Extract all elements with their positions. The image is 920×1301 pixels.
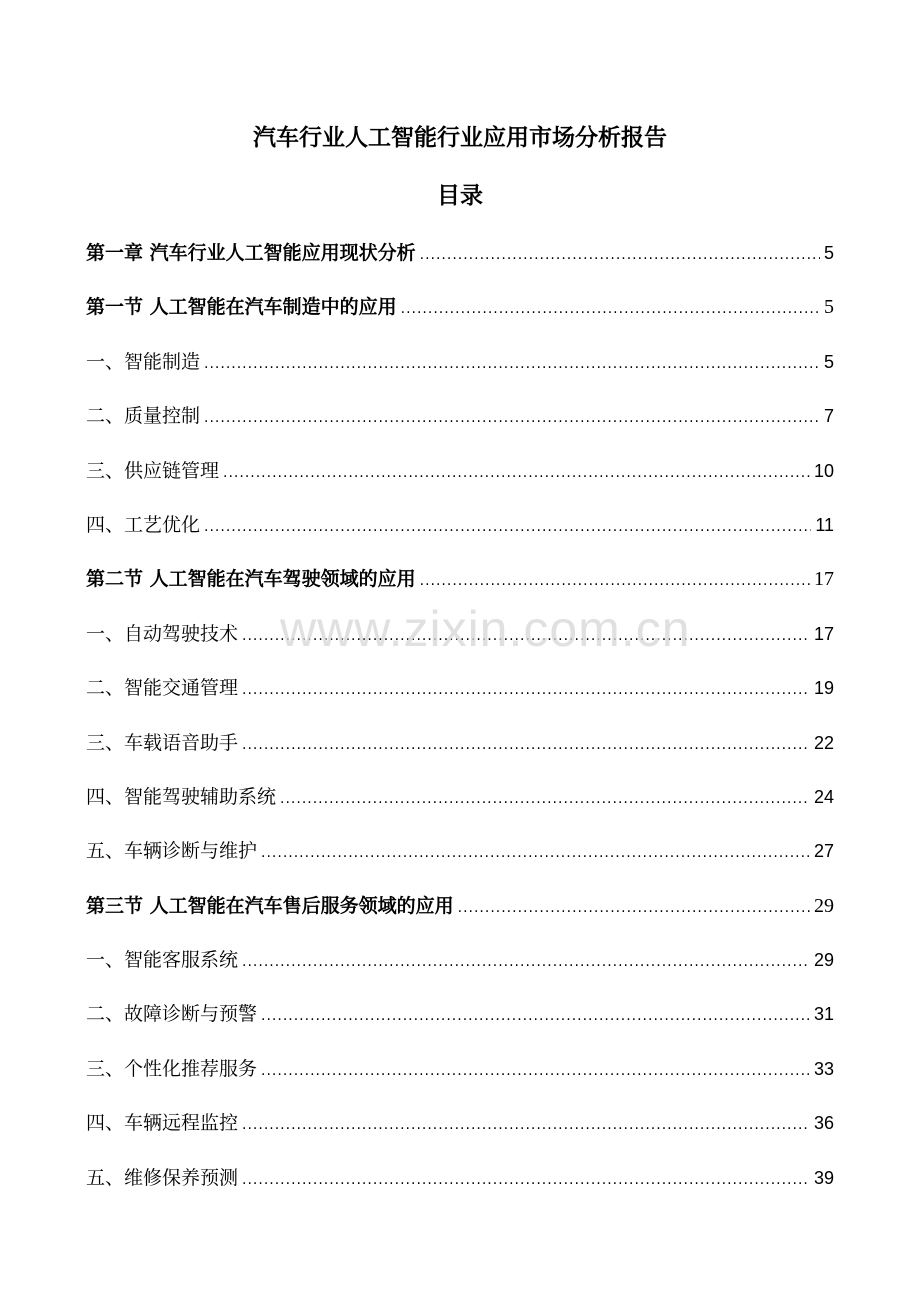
toc-dot-leader: [242, 609, 810, 663]
toc-page-number: 36: [813, 1113, 834, 1134]
toc-entry-title: 智能制造: [124, 350, 201, 373]
toc-entry-number: 五、: [86, 840, 125, 863]
toc-subsection-entry[interactable]: [86, 661, 834, 715]
toc-subsection-entry[interactable]: [86, 444, 834, 498]
toc-entry-number: 一、: [86, 350, 125, 373]
toc-subsection-entry[interactable]: [86, 987, 834, 1041]
toc-entry-title: 第三节 人工智能在汽车售后服务领域的应用: [86, 894, 454, 917]
toc-dot-leader: [204, 337, 820, 391]
toc-dot-leader: [242, 1153, 810, 1207]
toc-entry-number: 一、: [86, 622, 125, 645]
toc-subsection-entry[interactable]: [86, 1042, 834, 1096]
toc-page-number: 27: [813, 841, 834, 862]
toc-entry-title: 故障诊断与预警: [124, 1003, 258, 1026]
toc-entry-title: 供应链管理: [124, 459, 220, 482]
table-of-contents: [86, 226, 834, 1205]
toc-entry-title: 维修保养预测: [124, 1166, 239, 1189]
toc-page-number: 19: [813, 678, 834, 699]
toc-entry-number: 三、: [86, 1057, 125, 1080]
toc-dot-leader: [242, 663, 810, 717]
toc-entry-number: 三、: [86, 459, 125, 482]
toc-entry-title: 个性化推荐服务: [124, 1057, 258, 1080]
toc-subsection-entry[interactable]: [86, 607, 834, 661]
toc-entry-number: 四、: [86, 785, 125, 808]
toc-entry-title: 智能驾驶辅助系统: [124, 785, 277, 808]
toc-dot-leader: [261, 989, 810, 1043]
toc-page-number: 5: [824, 296, 834, 319]
toc-page-number: 17: [814, 568, 834, 591]
toc-entry-number: 二、: [86, 1003, 125, 1026]
toc-entry-title: 车辆远程监控: [124, 1112, 239, 1135]
toc-section-entry[interactable]: [86, 280, 834, 334]
toc-entry-title: 质量控制: [124, 405, 201, 428]
toc-dot-leader: [280, 772, 810, 826]
toc-entry-title: 智能客服系统: [124, 949, 239, 972]
toc-entry-number: 四、: [86, 513, 125, 536]
toc-entry-title: 第二节 人工智能在汽车驾驶领域的应用: [86, 568, 416, 591]
toc-entry-number: 一、: [86, 949, 125, 972]
toc-dot-leader: [204, 391, 820, 445]
toc-entry-number: 三、: [86, 731, 125, 754]
toc-dot-leader: [261, 1044, 810, 1098]
toc-subsection-entry[interactable]: [86, 335, 834, 389]
toc-page-number: 7: [823, 406, 834, 427]
toc-dot-leader: [223, 446, 810, 500]
toc-page-number: 39: [813, 1167, 834, 1188]
toc-entry-title: 自动驾驶技术: [124, 622, 239, 645]
toc-subsection-entry[interactable]: [86, 716, 834, 770]
toc-page-number: 33: [813, 1058, 834, 1079]
toc-dot-leader: [420, 554, 810, 608]
toc-dot-leader: [242, 935, 810, 989]
toc-section-entry[interactable]: [86, 226, 834, 280]
toc-page-number: 11: [815, 514, 834, 535]
toc-dot-leader: [261, 826, 810, 880]
toc-dot-leader: [204, 500, 811, 554]
toc-subsection-entry[interactable]: [86, 770, 834, 824]
toc-dot-leader: [242, 718, 810, 772]
toc-page-number: 5: [823, 351, 834, 372]
toc-entry-number: 五、: [86, 1166, 125, 1189]
toc-entry-number: 二、: [86, 405, 125, 428]
toc-entry-title: 车辆诊断与维护: [124, 840, 258, 863]
toc-entry-number: 二、: [86, 677, 125, 700]
toc-subsection-entry[interactable]: [86, 389, 834, 443]
toc-page-number: 5: [823, 243, 834, 263]
toc-entry-title: 第一节 人工智能在汽车制造中的应用: [86, 296, 397, 319]
toc-dot-leader: [420, 228, 820, 282]
toc-page-number: 31: [813, 1004, 834, 1025]
toc-subsection-entry[interactable]: [86, 1151, 834, 1205]
toc-section-entry[interactable]: [86, 879, 834, 933]
toc-dot-leader: [401, 282, 820, 336]
toc-entry-number: 四、: [86, 1112, 125, 1135]
toc-page-number: 10: [813, 460, 834, 481]
toc-entry-title: 智能交通管理: [124, 677, 239, 700]
toc-entry-title: 工艺优化: [124, 513, 201, 536]
toc-entry-title: 车载语音助手: [124, 731, 239, 754]
toc-section-entry[interactable]: [86, 552, 834, 606]
toc-subsection-entry[interactable]: [86, 933, 834, 987]
toc-page-number: 17: [813, 623, 834, 644]
toc-page-number: 22: [813, 732, 834, 753]
toc-page-number: 29: [814, 894, 834, 917]
watermark: www.zixin.com.cn: [280, 601, 691, 657]
toc-heading: 目录: [437, 183, 483, 209]
toc-subsection-entry[interactable]: [86, 1096, 834, 1150]
toc-page-number: 29: [813, 950, 834, 971]
document-title: 汽车行业人工智能行业应用市场分析报告: [253, 125, 667, 151]
toc-page-number: 24: [813, 786, 834, 807]
toc-entry-title: 第一章 汽车行业人工智能应用现状分析: [86, 242, 416, 264]
toc-subsection-entry[interactable]: [86, 824, 834, 878]
toc-dot-leader: [458, 881, 810, 935]
toc-subsection-entry[interactable]: [86, 498, 834, 552]
toc-dot-leader: [242, 1098, 810, 1152]
